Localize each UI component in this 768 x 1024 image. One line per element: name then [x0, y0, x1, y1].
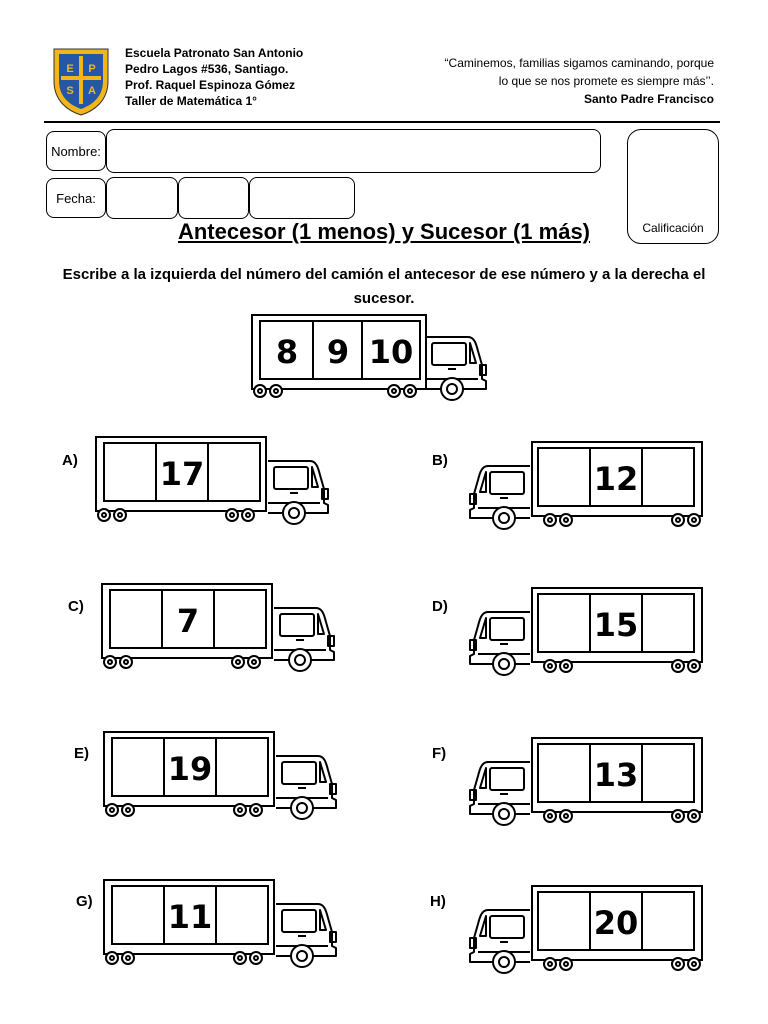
date-label: Fecha:	[46, 178, 106, 218]
quote-author: Santo Padre Francisco	[583, 92, 714, 106]
date-month-field[interactable]	[178, 177, 249, 219]
truck-number-b: 12	[593, 460, 639, 498]
answer-box-antecesor-g[interactable]	[112, 886, 164, 944]
worksheet-title: Antecesor (1 menos) y Sucesor (1 más)	[177, 219, 591, 244]
answer-box-antecesor-c[interactable]	[110, 590, 162, 648]
instructions: Escribe a la izquierda del número del camión el antecesor de ese número y a la derecha el sucesor.	[62, 266, 706, 307]
truck-number-d: 15	[593, 606, 639, 644]
date-day-field[interactable]	[106, 177, 178, 219]
answer-box-sucesor-b[interactable]	[642, 448, 694, 506]
exercise-label-c: C)	[68, 598, 84, 615]
example-truck	[248, 313, 498, 405]
answer-box-sucesor-c[interactable]	[214, 590, 266, 648]
exercise-label-d: D)	[432, 598, 448, 615]
answer-box-antecesor-a[interactable]	[104, 443, 156, 501]
answer-box-antecesor-b[interactable]	[538, 448, 590, 506]
school-info	[125, 45, 303, 109]
answer-box-sucesor-a[interactable]	[208, 443, 260, 501]
logo-letter-e: E	[66, 63, 74, 75]
header-quote	[445, 54, 714, 108]
header-divider	[44, 121, 720, 123]
truck-number-e: 19	[167, 750, 213, 788]
answer-box-sucesor-g[interactable]	[216, 886, 268, 944]
exercise-label-h: H)	[430, 893, 446, 910]
logo-letter-s: S	[66, 85, 74, 97]
exercise-label-e: E)	[74, 745, 89, 762]
quote-line-1: “Caminemos, familias sigamos caminando, porque	[444, 56, 714, 70]
course-name: Taller de Matemática 1°	[125, 94, 257, 108]
answer-box-sucesor-f[interactable]	[642, 744, 694, 802]
example-number: 9	[326, 333, 350, 371]
name-label: Nombre:	[46, 131, 106, 171]
answer-box-antecesor-e[interactable]	[112, 738, 164, 796]
truck-number-f: 13	[593, 756, 639, 794]
truck-h	[458, 884, 708, 976]
school-address: Pedro Lagos #536, Santiago.	[125, 62, 289, 76]
example-antecesor: 8	[275, 333, 299, 371]
truck-e	[100, 730, 350, 822]
answer-box-sucesor-d[interactable]	[642, 594, 694, 652]
exercise-label-b: B)	[432, 452, 448, 469]
truck-number-a: 17	[159, 455, 205, 493]
truck-number-g: 11	[167, 898, 213, 936]
exercise-label-a: A)	[62, 452, 78, 469]
truck-number-h: 20	[593, 904, 639, 942]
logo-letter-p: P	[88, 63, 96, 75]
answer-box-sucesor-h[interactable]	[642, 892, 694, 950]
answer-box-antecesor-d[interactable]	[538, 594, 590, 652]
grade-label: Calificación	[642, 221, 704, 235]
exercise-label-f: F)	[432, 745, 447, 762]
truck-d	[458, 586, 708, 678]
school-name: Escuela Patronato San Antonio	[125, 46, 304, 60]
name-field[interactable]	[106, 129, 601, 173]
quote-line-2: lo que se nos promete es siempre más’’.	[498, 74, 714, 88]
answer-box-antecesor-f[interactable]	[538, 744, 590, 802]
truck-c	[98, 582, 348, 674]
date-year-field[interactable]	[249, 177, 355, 219]
answer-box-antecesor-h[interactable]	[538, 892, 590, 950]
truck-f	[458, 736, 708, 828]
truck-b	[458, 440, 708, 532]
example-sucesor: 10	[368, 333, 414, 371]
truck-g	[100, 878, 350, 970]
truck-a	[92, 435, 342, 527]
school-crest-logo	[50, 45, 112, 117]
truck-number-c: 7	[176, 602, 200, 640]
answer-box-sucesor-e[interactable]	[216, 738, 268, 796]
teacher-name: Prof. Raquel Espinoza Gómez	[125, 78, 296, 92]
logo-letter-a: A	[88, 85, 96, 97]
exercise-label-g: G)	[76, 893, 93, 910]
